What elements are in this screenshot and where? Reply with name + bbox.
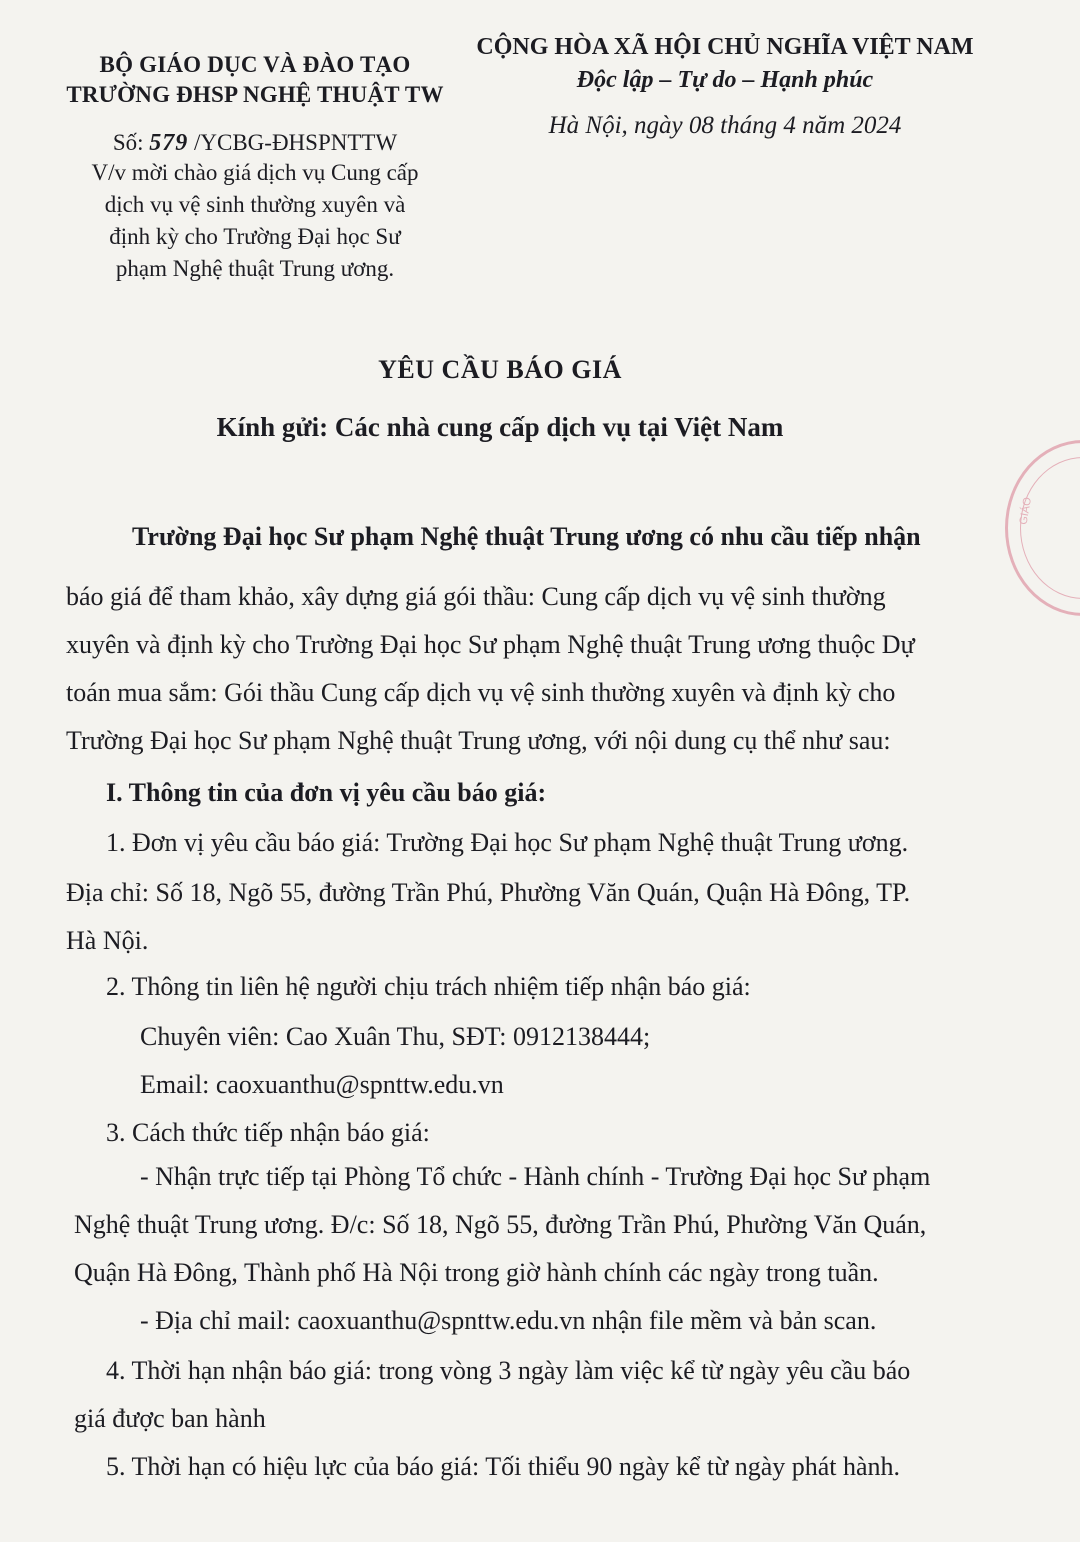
item-4-line-2: giá được ban hành bbox=[74, 1404, 266, 1433]
item-5: 5. Thời hạn có hiệu lực của báo giá: Tối thiểu 90 ngày kể từ ngày phát hành. bbox=[106, 1452, 901, 1481]
intro-line-5: Trường Đại học Sư phạm Nghệ thuật Trung ương, với nội dung cụ thể như sau: bbox=[66, 726, 891, 755]
item-3: 3. Cách thức tiếp nhận báo giá: bbox=[106, 1118, 430, 1147]
greeting: Kính gửi: Các nhà cung cấp dịch vụ tại Việt Nam bbox=[216, 412, 784, 442]
item-3-mail: - Địa chỉ mail: caoxuanthu@spnttw.edu.vn nhận file mềm và bản scan. bbox=[140, 1306, 877, 1335]
item-1-line-1: 1. Đơn vị yêu cầu báo giá: Trường Đại học Sư phạm Nghệ thuật Trung ương. bbox=[106, 828, 909, 857]
item-3-direct-line-1: - Nhận trực tiếp tại Phòng Tổ chức - Hành chính - Trường Đại học Sư phạm bbox=[140, 1162, 931, 1191]
subject-line-2: dịch vụ vệ sinh thường xuyên và bbox=[104, 192, 406, 217]
issue-date: Hà Nội, ngày 08 tháng 4 năm 2024 bbox=[548, 112, 902, 139]
subject-line-1: V/v mời chào giá dịch vụ Cung cấp bbox=[91, 160, 419, 185]
item-3-direct-line-2: Nghệ thuật Trung ương. Đ/c: Số 18, Ngõ 55, đường Trần Phú, Phường Văn Quán, bbox=[74, 1210, 927, 1239]
header-right bbox=[470, 30, 980, 140]
contact-person: Chuyên viên: Cao Xuân Thu, SĐT: 0912138444; bbox=[140, 1022, 651, 1051]
item-1-line-2: Địa chỉ: Số 18, Ngõ 55, đường Trần Phú, Phường Văn Quán, Quận Hà Đông, TP. bbox=[66, 878, 911, 907]
section-heading: I. Thông tin của đơn vị yêu cầu báo giá: bbox=[106, 778, 547, 807]
intro-line-1: Trường Đại học Sư phạm Nghệ thuật Trung ương có nhu cầu tiếp nhận bbox=[132, 522, 921, 551]
seal-text: GIÁO bbox=[1017, 496, 1035, 526]
official-seal bbox=[1005, 440, 1080, 616]
ministry-name: BỘ GIÁO DỤC VÀ ĐÀO TẠO bbox=[99, 52, 411, 77]
school-name: TRƯỜNG ĐHSP NGHỆ THUẬT TW bbox=[66, 82, 444, 107]
item-4-line-1: 4. Thời hạn nhận báo giá: trong vòng 3 ngày làm việc kể từ ngày yêu cầu báo bbox=[106, 1356, 911, 1385]
subject-line-3: định kỳ cho Trường Đại học Sư bbox=[109, 224, 401, 249]
contact-email: Email: caoxuanthu@spnttw.edu.vn bbox=[140, 1070, 504, 1099]
number-value: 579 bbox=[149, 130, 189, 156]
nation-name: CỘNG HÒA XÃ HỘI CHỦ NGHĨA VIỆT NAM bbox=[476, 34, 974, 60]
intro-line-4: toán mua sắm: Gói thầu Cung cấp dịch vụ vệ sinh thường xuyên và định kỳ cho bbox=[66, 678, 896, 707]
intro-line-3: xuyên và định kỳ cho Trường Đại học Sư phạm Nghệ thuật Trung ương thuộc Dự bbox=[66, 630, 915, 659]
item-1-line-3: Hà Nội. bbox=[66, 926, 149, 955]
item-3-direct-line-3: Quận Hà Đông, Thành phố Hà Nội trong giờ hành chính các ngày trong tuần. bbox=[74, 1258, 879, 1287]
national-motto: Độc lập – Tự do – Hạnh phúc bbox=[576, 67, 874, 93]
document-title: YÊU CẦU BÁO GIÁ bbox=[378, 355, 622, 384]
item-2: 2. Thông tin liên hệ người chịu trách nhiệm tiếp nhận báo giá: bbox=[106, 972, 751, 1001]
document-number bbox=[50, 130, 460, 157]
number-suffix: /YCBG-ĐHSPNTTW bbox=[194, 130, 398, 155]
subject-line-4: phạm Nghệ thuật Trung ương. bbox=[115, 256, 395, 281]
number-prefix: Số: bbox=[112, 130, 144, 155]
header-left bbox=[50, 50, 460, 285]
intro-line-2: báo giá để tham khảo, xây dựng giá gói thầu: Cung cấp dịch vụ vệ sinh thường bbox=[66, 582, 886, 611]
